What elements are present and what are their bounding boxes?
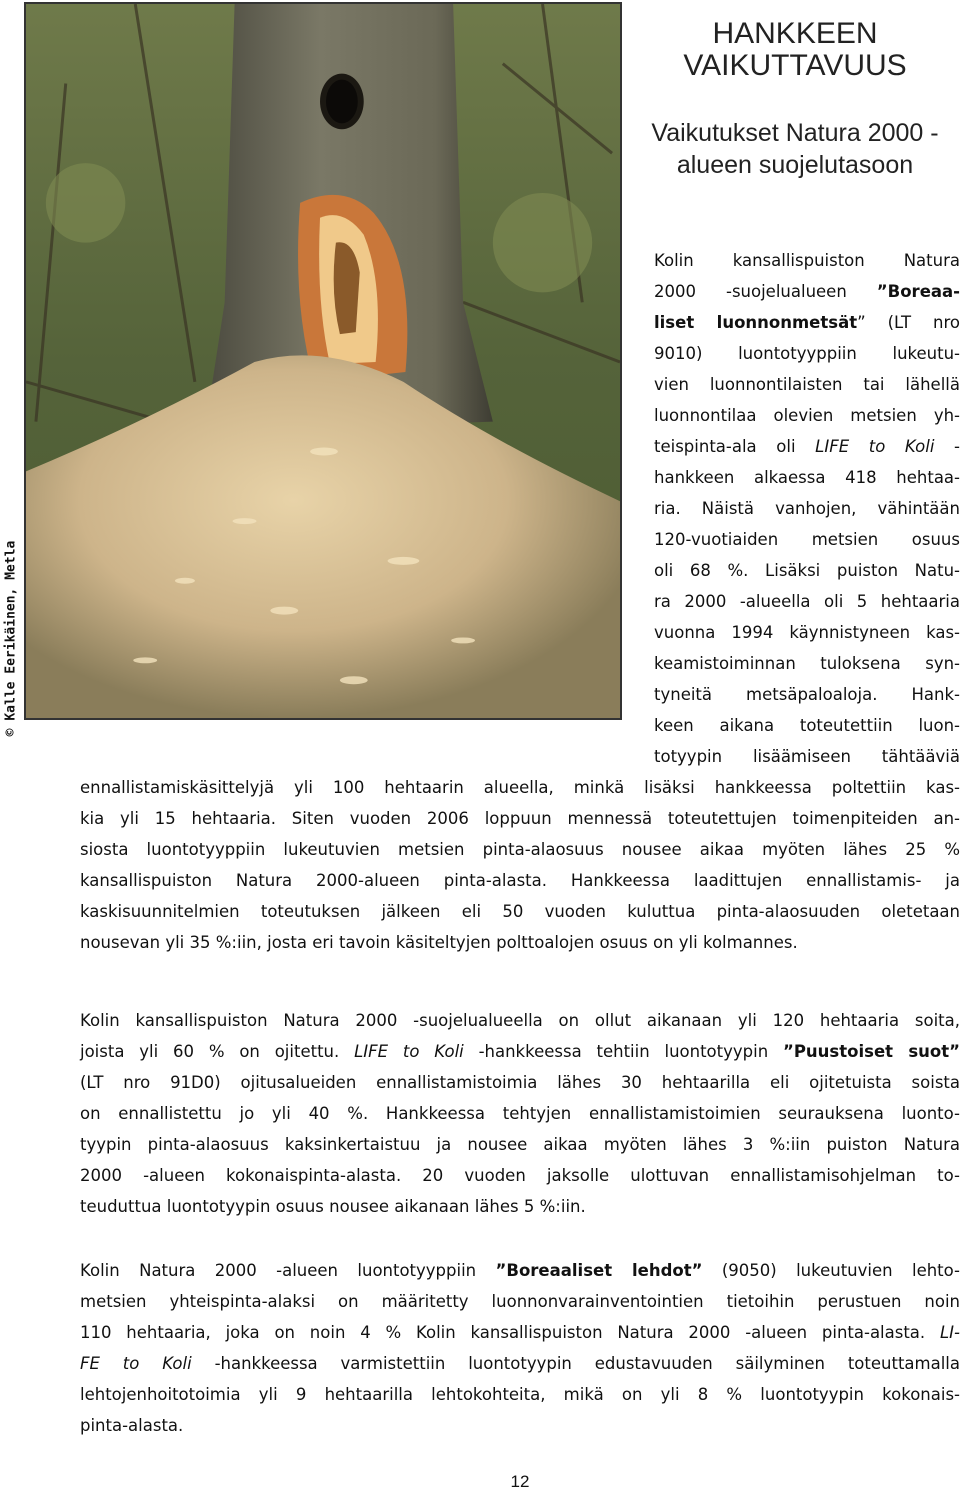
text-line: FE to Koli -hankkeessa varmistettiin luontotyypin edustavuuden säilyminen toteuttamalla [80, 1354, 960, 1373]
text-line: on ennallistettu jo yli 40 %. Hankkeessa tehtyjen ennallistamistoimien seurauksena luonto- [80, 1104, 960, 1123]
text-line: Kolin kansallispuiston Natura [654, 251, 960, 270]
text-line: Kolin kansallispuiston Natura 2000 -suojelualueella on ollut aikanaan yli 120 hehtaaria soita, [80, 1011, 960, 1030]
text-line: 9010) luontotyyppiin lukeutu- [654, 344, 960, 363]
forest-tree-woodpecker-hole-photo-icon [26, 4, 620, 718]
text-line: kia yli 15 hehtaaria. Siten vuoden 2006 loppuun mennessä toteutettujen toimenpiteiden an- [80, 809, 960, 828]
text-line: totyypin lisäämiseen tähtääviä [654, 747, 960, 766]
text-line: hankkeen alkaessa 418 hehtaa- [654, 468, 960, 487]
text-line: 2000 -suojelualueen ”Boreaa- [654, 282, 960, 301]
text-line: lehtojenhoitotoimia yli 9 hehtaarilla lehtokohteita, mikä on yli 8 % luontotyypin kokonais- [80, 1385, 960, 1404]
text-line: joista yli 60 % on ojitettu. LIFE to Koli -hankkeessa tehtiin luontotyypin ”Puustoiset suot” [80, 1042, 960, 1061]
text-line: ennallistamiskäsittelyjä yli 100 hehtaarin alueella, minkä lisäksi hankkeessa poltettiin kas- [80, 778, 960, 797]
page-title: HANKKEEN VAIKUTTAVUUS [683, 17, 907, 82]
text-line: keamistoiminnan tuloksena syn- [654, 654, 960, 673]
forest-photo [24, 2, 622, 720]
text-line: Kolin Natura 2000 -alueen luontotyyppiin ”Boreaaliset lehdot” (9050) lukeutuvien lehto- [80, 1261, 960, 1280]
text-line: oli 68 %. Lisäksi puiston Natu- [654, 561, 960, 580]
text-line: 120-vuotiaiden metsien osuus [654, 530, 960, 549]
text-line: tyypin pinta-alaosuus kaksinkertaistuu ja nousee aikaa myöten lähes 3 %:iin puiston Natura [80, 1135, 960, 1154]
text-line: teispinta-ala oli LIFE to Koli - [654, 437, 960, 456]
text-line: kaskisuunnitelmien toteutuksen jälkeen eli 50 vuoden kuluttua pinta-alaosuuden oletetaan [80, 902, 960, 921]
text-line: (LT nro 91D0) ojitusalueiden ennallistamistoimia lähes 30 hehtaarilla eli ojitetuista soista [80, 1073, 960, 1092]
page-number: 12 [510, 1472, 530, 1491]
text-line: 110 hehtaaria, joka on noin 4 % Kolin kansallispuiston Natura 2000 -alueen pinta-alasta. LI- [80, 1323, 960, 1342]
text-line: luonnontilaa olevien metsien yh- [654, 406, 960, 425]
text-line: nousevan yli 35 %:iin, josta eri tavoin käsiteltyjen polttoalojen osuus on yli kolmannes. [80, 933, 798, 952]
text-line: teuduttua luontotyypin osuus nousee aikanaan lähes 5 %:iin. [80, 1197, 586, 1216]
text-line: vien luonnontilaisten tai lähellä [654, 375, 960, 394]
text-line: metsien yhteispinta-alaksi on määritetty luonnonvarainventointien tietoihin perustuen noin [80, 1292, 960, 1311]
text-line: ria. Näistä vanhojen, vähintään [654, 499, 960, 518]
text-line: siosta luontotyyppiin lukeutuvien metsien pinta-alaosuus nousee aikaa myöten lähes 25 % [80, 840, 960, 859]
text-line: pinta-alasta. [80, 1416, 184, 1435]
text-line: kansallispuiston Natura 2000-alueen pinta-alasta. Hankkeessa laadittujen ennallistamis- ja [80, 871, 960, 890]
text-line: tyneitä metsäpaloaloja. Hank- [654, 685, 960, 704]
text-line: ra 2000 -alueella oli 5 hehtaaria [654, 592, 960, 611]
text-line: liset luonnonmetsät” (LT nro [654, 313, 960, 332]
photo-credit: © Kalle Eerikäinen, Metla [3, 540, 19, 736]
text-line: 2000 -alueen kokonaispinta-alasta. 20 vuoden jaksolle ulottuvan ennallistamisohjelman to- [80, 1166, 960, 1185]
text-line: vuonna 1994 käynnistyneen kas- [654, 623, 960, 642]
text-line: keen aikana toteutettiin luon- [654, 716, 960, 735]
page-subtitle: Vaikutukset Natura 2000 -alueen suojelutasoon [651, 119, 939, 179]
